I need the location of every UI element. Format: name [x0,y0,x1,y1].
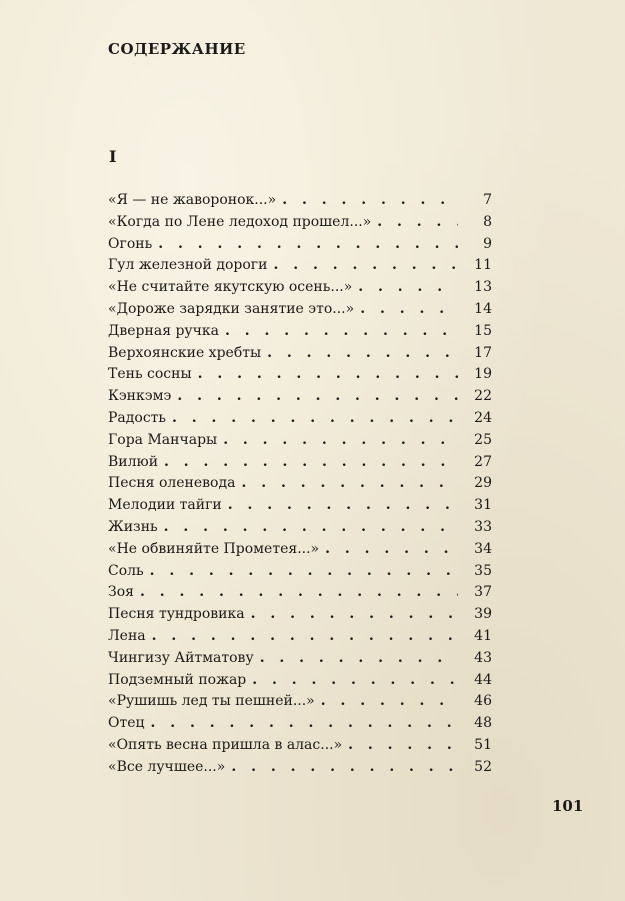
toc-entry-title: Гул железной дороги [108,257,268,274]
toc-entry-title: Соль [108,562,144,579]
dot-leader [358,277,458,299]
toc-entry-page: 17 [474,344,492,361]
toc-entry [108,648,492,670]
toc-entry-page: 33 [474,518,492,535]
dot-leader [164,517,458,539]
toc-entry-page: 8 [483,213,492,230]
toc-entry [108,299,492,321]
toc-entry [108,713,492,735]
dot-leader [251,604,458,626]
dot-leader [377,212,458,234]
toc-entry-page: 44 [474,671,492,688]
toc-entry [108,539,492,561]
table-of-contents [108,190,492,779]
toc-entry-page: 9 [483,235,492,252]
toc-entry [108,582,492,604]
dot-leader [228,495,458,517]
dot-leader [177,386,458,408]
toc-entry [108,255,492,277]
toc-entry [108,430,492,452]
toc-entry-title: Песня оленевода [108,475,236,492]
toc-entry-title: Жизнь [108,518,158,535]
toc-entry-page: 52 [474,758,492,775]
toc-entry [108,517,492,539]
toc-entry-title: Тень сосны [108,366,192,383]
toc-entry-page: 29 [474,475,492,492]
dot-leader [151,713,458,735]
toc-entry [108,343,492,365]
toc-entry-page: 41 [474,627,492,644]
dot-leader [223,430,458,452]
toc-entry [108,691,492,713]
toc-entry [108,452,492,474]
toc-entry-page: 31 [474,497,492,514]
toc-entry-title: Радость [108,409,167,426]
page-number: 101 [552,797,584,815]
section-heading: I [109,147,117,166]
toc-entry [108,473,492,495]
toc-entry [108,190,492,212]
toc-entry [108,561,492,583]
toc-entry-title: Гора Манчары [108,431,218,448]
toc-entry-page: 34 [474,540,492,557]
toc-entry-title: «Я — не жаворонок...» [108,192,277,208]
toc-entry-page: 7 [483,192,492,208]
toc-entry [108,277,492,299]
toc-entry-title: «Не обвиняйте Прометея...» [108,540,320,557]
dot-leader [164,452,458,474]
toc-entry-page: 27 [474,453,492,470]
dot-leader [267,343,458,365]
toc-entry-title: Дверная ручка [108,322,220,339]
toc-entry-title: «Опять весна пришла в алас...» [108,736,343,753]
toc-entry-title: «Когда по Лене ледоход прошел...» [108,213,372,230]
dot-leader [150,561,458,583]
toc-entry-page: 51 [474,736,492,753]
toc-entry [108,212,492,234]
dot-leader [152,626,458,648]
toc-entry [108,604,492,626]
toc-entry-title: Лена [108,627,146,644]
toc-entry-page: 15 [474,322,492,339]
dot-leader [241,473,458,495]
toc-entry-title: «Рушишь лед ты пешней...» [108,693,315,710]
toc-entry [108,234,492,256]
toc-entry-page: 24 [474,409,492,426]
dot-leader [225,321,458,343]
toc-entry-page: 46 [474,693,492,710]
toc-entry-title: Отец [108,715,145,732]
dot-leader [140,582,458,604]
toc-entry-title: Мелодии тайги [108,497,222,514]
toc-entry-page: 39 [474,606,492,623]
dot-leader [360,299,458,321]
toc-entry [108,321,492,343]
toc-entry-title: Зоя [108,584,134,601]
toc-entry [108,408,492,430]
toc-entry-title: Кэнкэмэ [108,388,172,405]
toc-entry-title: «Не считайте якутскую осень...» [108,279,353,296]
dot-leader [273,255,458,277]
page-title: СОДЕРЖАНИЕ [108,40,246,58]
dot-leader [282,190,458,212]
dot-leader [260,648,458,670]
toc-entry-title: Чингизу Айтматову [108,649,254,666]
dot-leader [198,364,458,386]
toc-entry-page: 43 [474,649,492,666]
toc-entry [108,757,492,779]
toc-entry-title: Вилюй [108,453,159,470]
toc-entry-page: 35 [474,562,492,579]
toc-entry [108,495,492,517]
toc-entry [108,735,492,757]
toc-entry-page: 11 [474,257,492,274]
toc-entry [108,626,492,648]
toc-entry-title: Огонь [108,235,153,252]
dot-leader [348,735,458,757]
toc-entry [108,364,492,386]
dot-leader [158,234,458,256]
toc-entry-page: 37 [474,584,492,601]
toc-entry-title: «Дороже зарядки занятие это...» [108,300,355,317]
toc-entry-page: 19 [474,366,492,383]
dot-leader [252,670,458,692]
toc-entry-page: 14 [474,300,492,317]
dot-leader [325,539,458,561]
toc-entry-title: Подземный пожар [108,671,247,688]
toc-entry-title: Верхоянские хребты [108,344,262,361]
toc-entry [108,386,492,408]
toc-entry [108,670,492,692]
toc-entry-title: «Все лучшее...» [108,758,226,775]
toc-entry-page: 48 [474,715,492,732]
toc-entry-page: 13 [474,279,492,296]
dot-leader [321,691,458,713]
toc-entry-page: 22 [474,388,492,405]
toc-entry-page: 25 [474,431,492,448]
dot-leader [231,757,458,779]
toc-entry-title: Песня тундровика [108,606,245,623]
dot-leader [172,408,458,430]
